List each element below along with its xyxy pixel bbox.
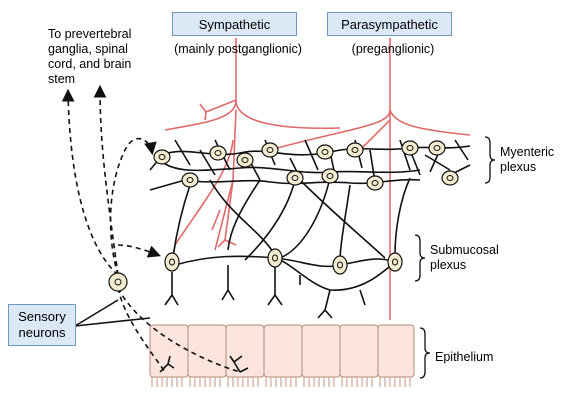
- submucosal-bracket: [415, 235, 425, 281]
- epithelial-cell: [150, 325, 188, 377]
- epithelial-cell: [340, 325, 378, 377]
- sympathetic-text: Sympathetic: [198, 16, 271, 32]
- prevertebral-line-2: ganglia, spinal: [48, 42, 128, 56]
- submucosal-line-1: Submucosal: [430, 243, 499, 257]
- myenteric-line-1: Myenteric: [500, 145, 555, 159]
- submucosal-plexus-label: [430, 243, 510, 273]
- sensory-callout-lines: [75, 300, 150, 326]
- sympathetic-sublabel: (mainly postganglionic): [174, 42, 302, 56]
- epithelial-cell: [302, 325, 340, 377]
- prevertebral-line-4: stem: [48, 72, 76, 86]
- microvilli: [152, 377, 410, 387]
- epithelial-cell: [378, 325, 414, 377]
- sympathetic-label: [172, 12, 297, 36]
- prevertebral-line-1: To prevertebral: [48, 27, 132, 41]
- sensory-dashed-to-cns: [100, 88, 118, 275]
- epithelium-layer: [150, 325, 414, 387]
- myenteric-plexus-label: [500, 145, 560, 175]
- prevertebral-line-3: cord, and brain: [48, 57, 132, 71]
- sensory-dashed-to-myenteric: [111, 139, 152, 275]
- sensory-dashed-to-submucosal: [118, 245, 158, 255]
- submucosal-plexus-fibers: [165, 256, 395, 318]
- epithelium-label: Epithelium: [435, 350, 494, 364]
- epithelial-cell: [264, 325, 302, 377]
- sensory-neurons-label: [8, 304, 76, 346]
- prevertebral-label: [48, 27, 168, 87]
- epithelium-bracket: [420, 328, 430, 378]
- myenteric-line-2: plexus: [500, 160, 537, 174]
- descending-fibers: [172, 178, 410, 265]
- parasympathetic-text: Parasympathetic: [341, 16, 438, 32]
- sensory-line-2: neurons: [18, 325, 66, 340]
- epithelial-cell: [188, 325, 226, 377]
- sensory-line-1: Sensory: [18, 309, 66, 324]
- parasympathetic-sublabel: (preganglionic): [351, 42, 435, 56]
- sensory-dashed-to-cns-2: [68, 92, 118, 275]
- submucosal-line-2: plexus: [430, 258, 467, 272]
- autonomic-fibers: [165, 38, 470, 320]
- parasympathetic-label: [327, 12, 452, 36]
- myenteric-bracket: [485, 137, 495, 183]
